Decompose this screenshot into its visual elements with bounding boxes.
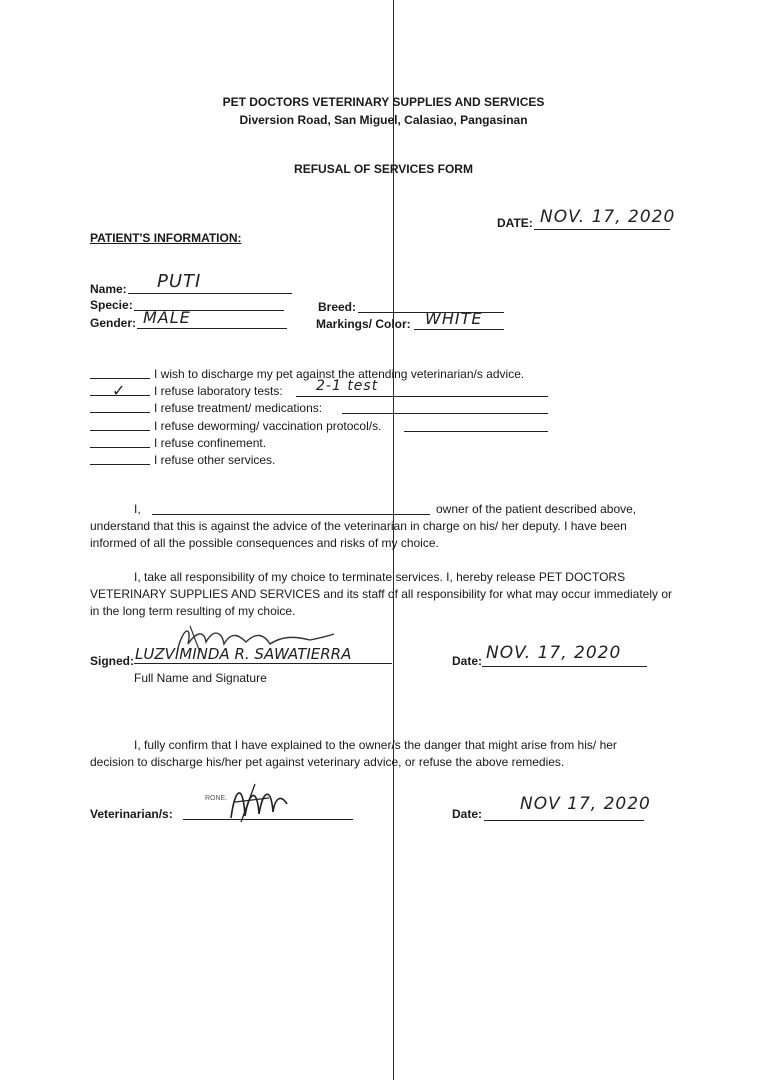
- checklist-item: I wish to discharge my pet against the attending veterinarian/s advice.: [154, 367, 525, 381]
- lab-tests-underline: [296, 396, 548, 397]
- veterinarian-label: Veterinarian/s:: [90, 807, 173, 821]
- owner-name-value: LUZVIMINDA R. SAWATIERRA: [135, 645, 352, 663]
- gender-value: MALE: [143, 308, 191, 327]
- statement1-lead: I,: [134, 502, 141, 516]
- statement1-line3: informed of all the possible consequences and risks of my choice.: [90, 536, 439, 550]
- vet-signature-underline: [183, 819, 353, 820]
- vet-stamp-text: RONE.: [205, 795, 228, 802]
- owner-signature-underline: [134, 663, 392, 664]
- date-value: NOV. 17, 2020: [540, 207, 676, 227]
- checklist-item: I refuse confinement.: [154, 436, 267, 450]
- statement1-line2: understand that this is against the advice of the veterinarian in charge on his/ her deputy. I have been: [90, 519, 627, 533]
- checklist-item: I refuse deworming/ vaccination protocol/s.: [154, 419, 382, 433]
- statement1-line1: owner of the patient described above,: [436, 502, 637, 516]
- name-underline: [128, 293, 292, 294]
- check-mark: ✓: [112, 381, 127, 400]
- vet-date-underline: [484, 820, 644, 821]
- company-name: PET DOCTORS VETERINARY SUPPLIES AND SERVICES: [222, 95, 545, 109]
- signed-label: Signed:: [90, 654, 134, 668]
- checklist-item: I refuse laboratory tests:: [154, 384, 283, 398]
- vet-date-label: Date:: [452, 807, 483, 821]
- deworming-underline: [404, 431, 548, 432]
- owner-date-underline: [482, 666, 647, 667]
- owner-date-value: NOV. 17, 2020: [486, 643, 622, 663]
- markings-underline: [414, 329, 504, 330]
- checklist-item: I refuse treatment/ medications:: [154, 401, 323, 415]
- checklist-item: I refuse other services.: [154, 453, 276, 467]
- owner-name-underline: [152, 514, 430, 515]
- treatment-underline: [342, 413, 548, 414]
- breed-label: Breed:: [318, 300, 357, 314]
- statement2-line1: I, take all responsibility of my choice to terminate services. I, hereby release PET DOCTORS: [134, 570, 626, 584]
- owner-signature-caption: Full Name and Signature: [134, 671, 267, 685]
- statement2-line2: VETERINARY SUPPLIES AND SERVICES and its staff of all responsibility for what may occur immediately or: [90, 587, 673, 601]
- statement2-line3: in the long term resulting of my choice.: [90, 604, 296, 618]
- statement3-line2: decision to discharge his/her pet against veterinary advice, or refuse the above remedies.: [90, 755, 565, 769]
- form-title: REFUSAL OF SERVICES FORM: [294, 162, 473, 176]
- company-address: Diversion Road, San Miguel, Calasiao, Pangasinan: [239, 113, 528, 127]
- markings-value: WHITE: [425, 309, 483, 328]
- gender-underline: [137, 328, 287, 329]
- statement3-line1: I, fully confirm that I have explained to the owner/s the danger that might arise from his/ her: [134, 738, 617, 752]
- vet-date-value: NOV 17, 2020: [520, 794, 651, 814]
- checklist-blank: [90, 447, 150, 448]
- checklist-blank: [90, 412, 150, 413]
- name-value: PUTI: [157, 271, 202, 292]
- date-underline: [534, 229, 670, 230]
- gender-label: Gender:: [90, 316, 137, 330]
- lab-tests-value: 2-1 test: [316, 378, 379, 394]
- checklist-blank: [90, 464, 150, 465]
- owner-date-label: Date:: [452, 654, 483, 668]
- checklist-blank: [90, 378, 150, 379]
- name-label: Name:: [90, 282, 127, 296]
- checklist-blank: [90, 430, 150, 431]
- markings-label: Markings/ Color:: [316, 317, 411, 331]
- patient-info-title: PATIENT'S INFORMATION:: [90, 231, 242, 245]
- specie-label: Specie:: [90, 298, 133, 312]
- date-label: DATE:: [497, 216, 533, 230]
